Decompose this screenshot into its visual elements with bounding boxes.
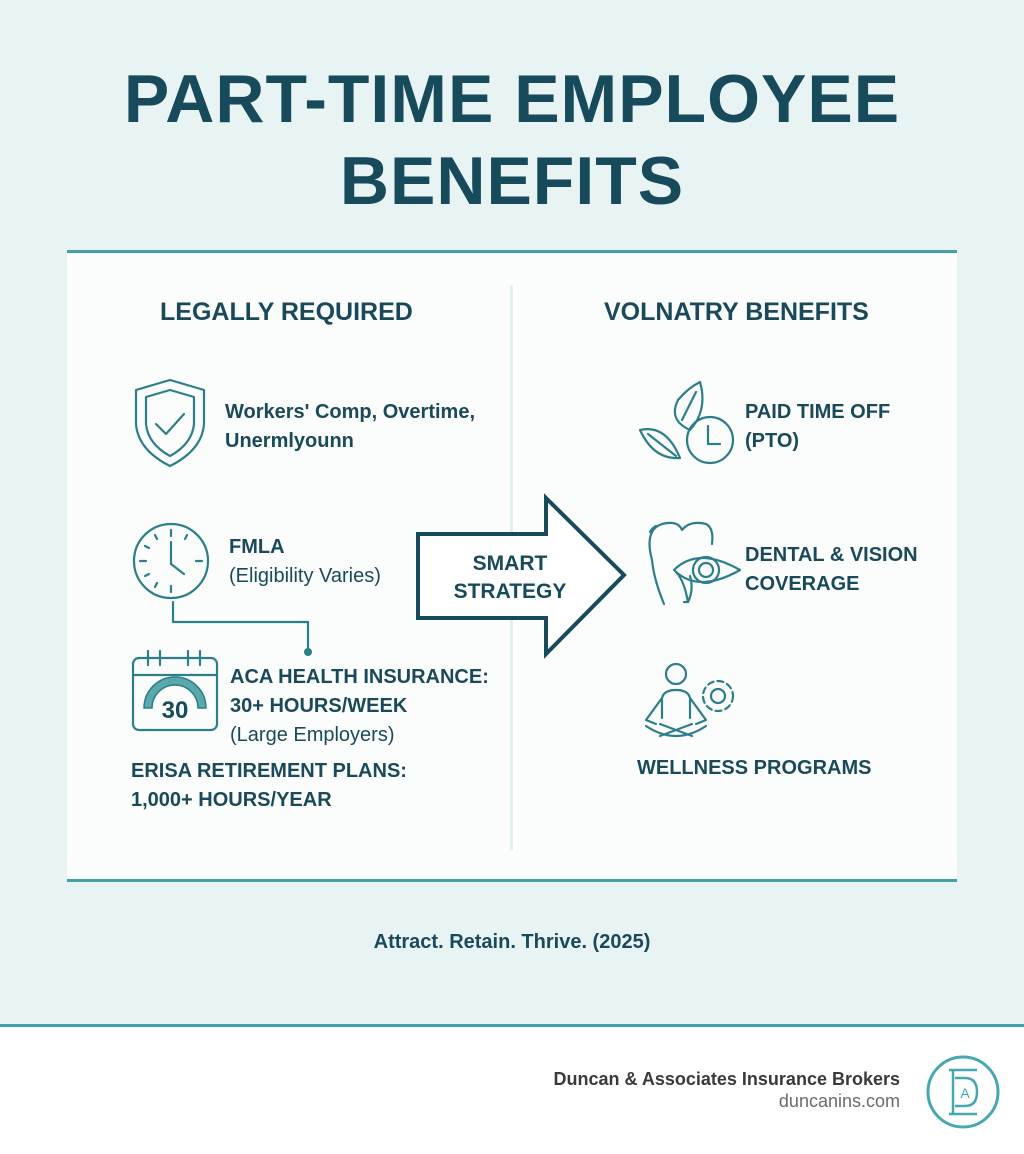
item-line: (PTO) (745, 430, 800, 452)
item-line: 30+ HOURS/WEEK (230, 695, 408, 717)
item-line: PAID TIME OFF (745, 401, 891, 423)
arrow-line: STRATEGY (453, 580, 567, 603)
item-line: (Eligibility Varies) (229, 565, 381, 587)
wellness-text: WELLNESS PROGRAMS (637, 757, 872, 779)
tooth-eye-icon (642, 520, 742, 612)
svg-text:A: A (960, 1085, 970, 1101)
bottom-rule (67, 879, 957, 882)
clock-icon (132, 522, 210, 600)
arrow-label (430, 550, 590, 606)
item-line: COVERAGE (745, 573, 860, 595)
item-line: DENTAL & VISION (745, 544, 918, 566)
company-name: Duncan & Associates Insurance Brokers (553, 1069, 900, 1089)
item-line: Unermlyounn (225, 430, 354, 452)
item-line: ERISA RETIREMENT PLANS: (131, 760, 407, 782)
erisa-text (131, 757, 407, 815)
voluntary-benefits-heading: VOLNATRY BENEFITS (604, 298, 869, 326)
meditation-gear-icon (640, 662, 740, 742)
company-logo (925, 1054, 1001, 1130)
footer-brand (554, 1068, 900, 1112)
tagline: Attract. Retain. Thrive. (2025) (373, 931, 651, 953)
leaf-clock-icon (638, 380, 734, 468)
legally-required-heading: LEGALLY REQUIRED (160, 298, 413, 326)
top-rule (67, 250, 957, 253)
item-line: 1,000+ HOURS/YEAR (131, 789, 332, 811)
item-line: Workers' Comp, Overtime, (225, 401, 476, 423)
pto-text (745, 398, 890, 456)
workers-comp-text (225, 398, 475, 456)
shield-check-icon (134, 378, 206, 468)
footer-rule (0, 1024, 1024, 1027)
calendar-badge-text: 30 (161, 697, 189, 724)
website-link[interactable]: duncanins.com (778, 1091, 900, 1111)
title-line-2: BENEFITS (339, 143, 685, 219)
calendar-30-icon (132, 650, 218, 732)
fmla-text (229, 533, 381, 591)
page-title (0, 58, 1024, 222)
item-line: (Large Employers) (230, 724, 395, 746)
item-line: FMLA (229, 536, 285, 558)
aca-text (230, 663, 489, 750)
title-line-1: PART-TIME EMPLOYEE (123, 61, 901, 137)
dental-vision-text (745, 541, 918, 599)
arrow-line: SMART (472, 552, 548, 575)
item-line: ACA HEALTH INSURANCE: (230, 666, 489, 688)
